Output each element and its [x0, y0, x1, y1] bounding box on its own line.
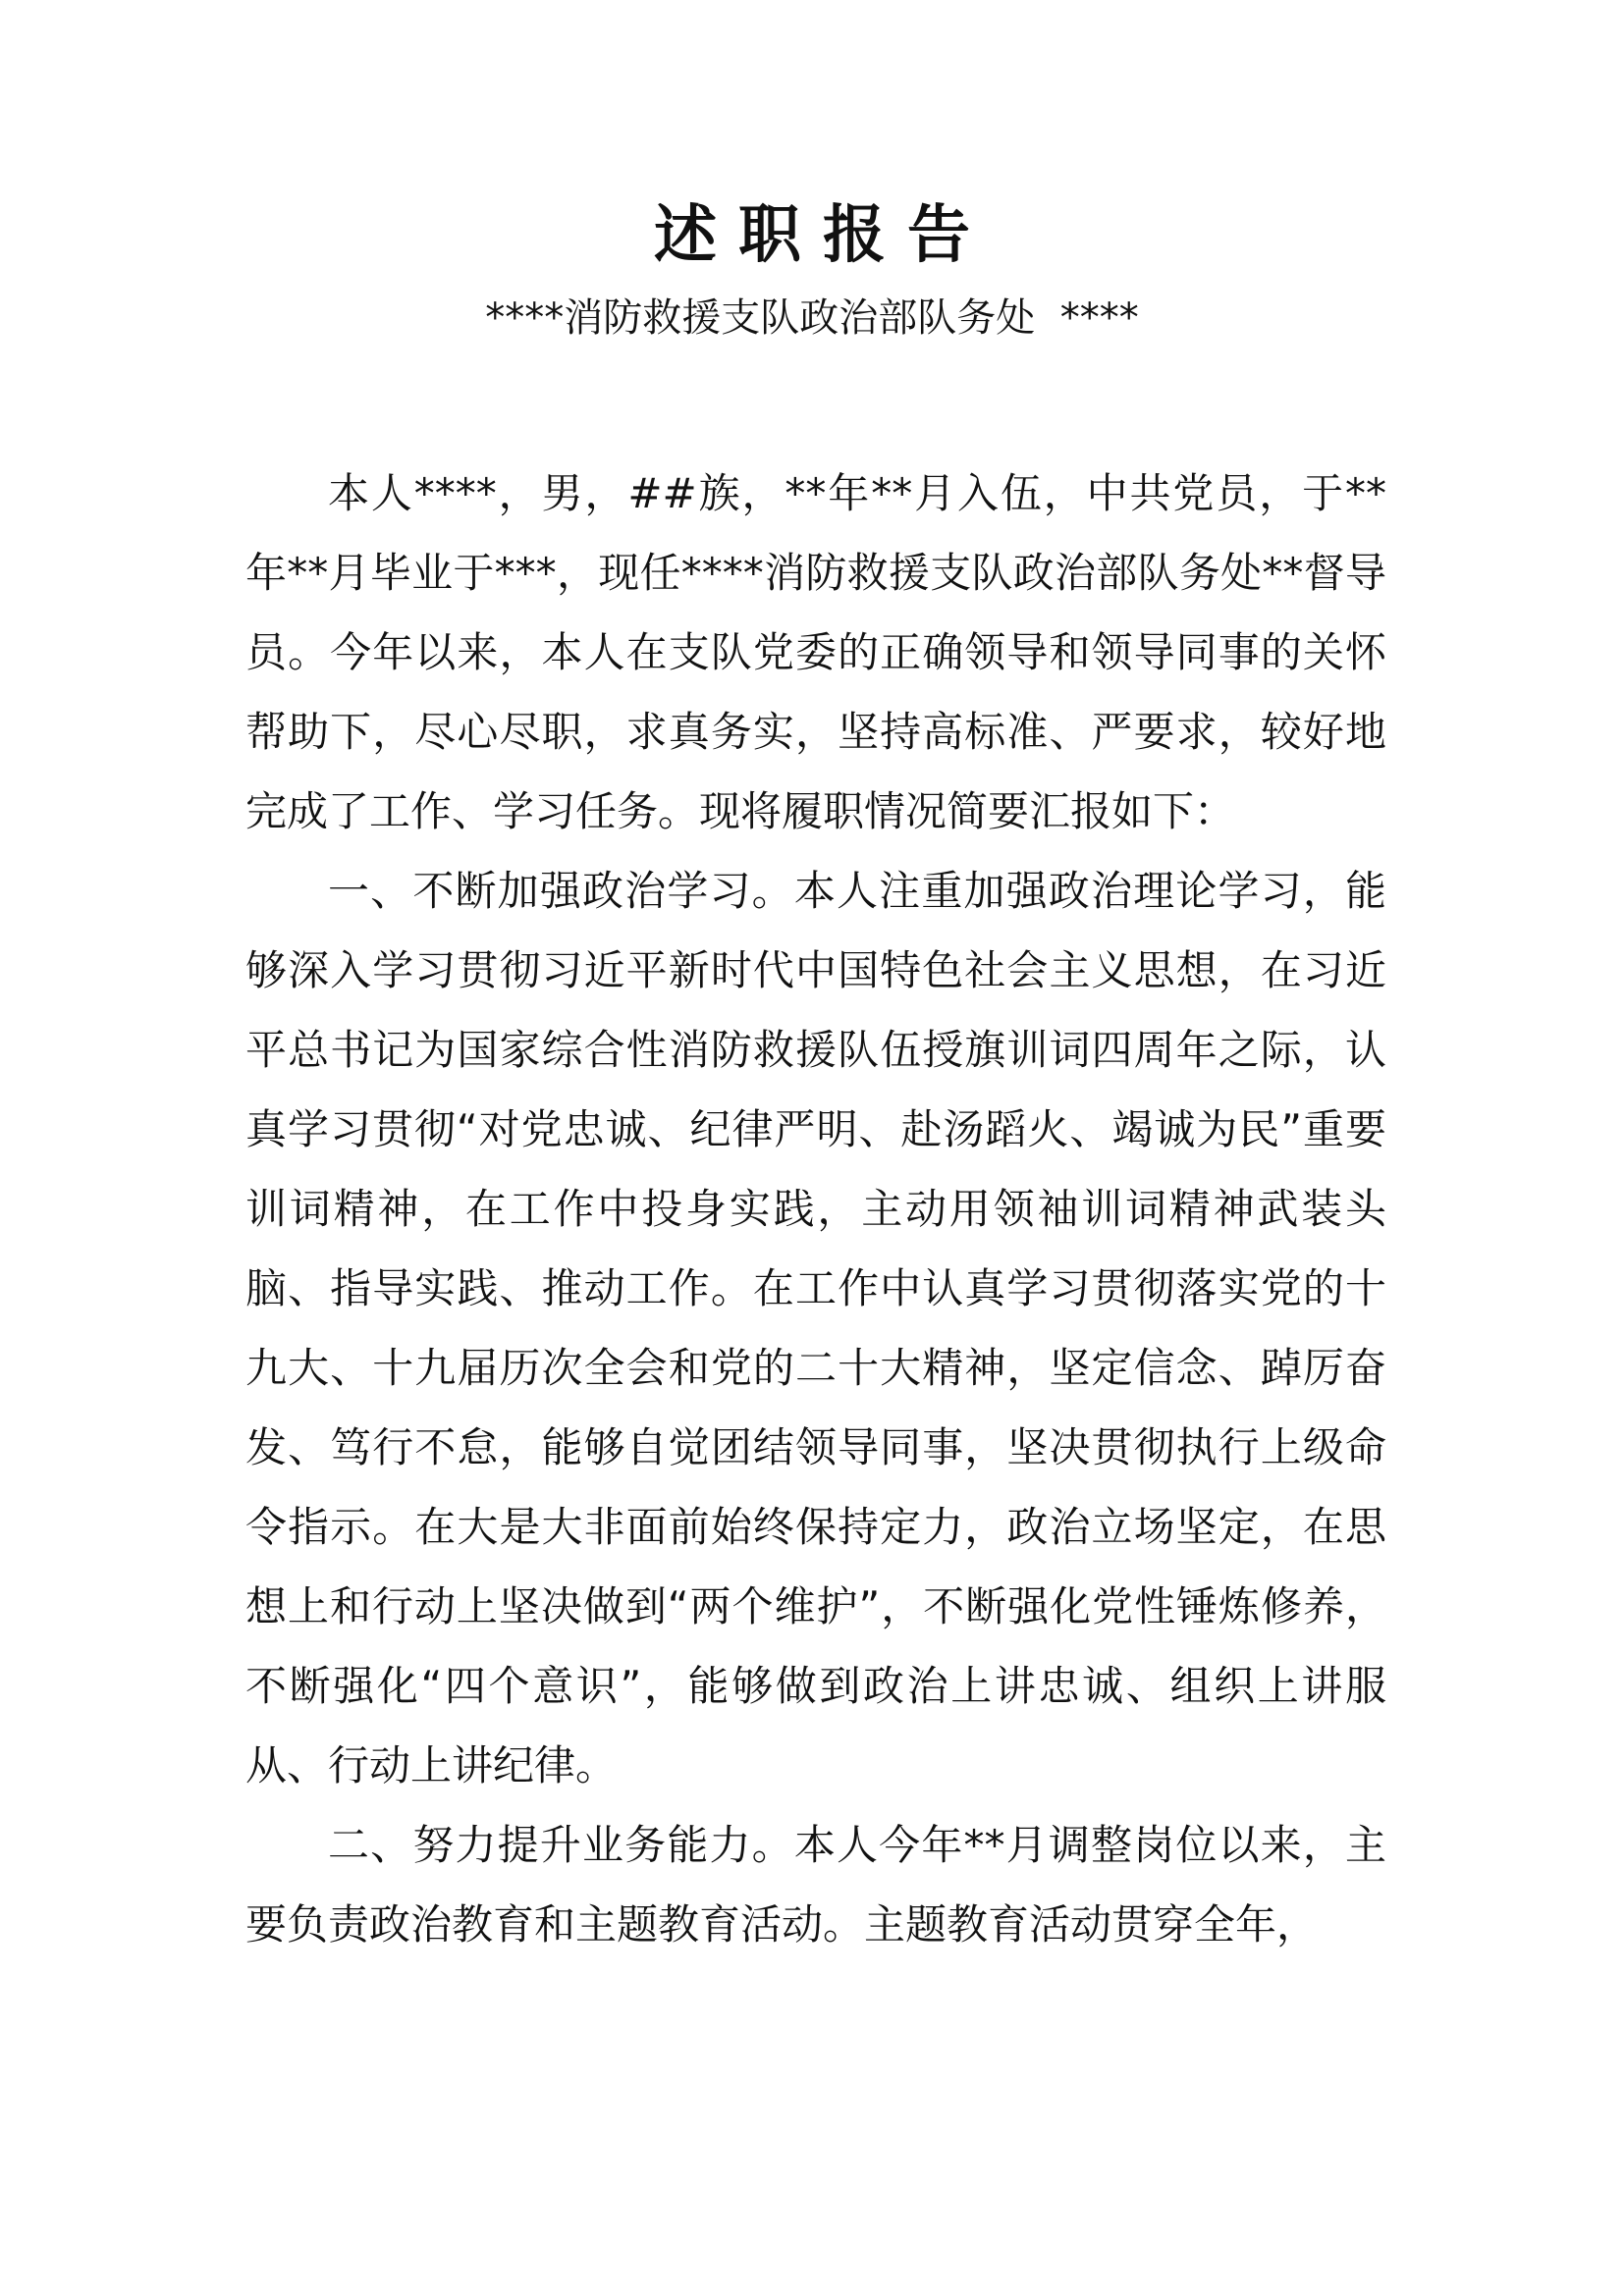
paragraph-intro: 本人****，男，##族，**年**月入伍，中共党员，于**年**月毕业于***，现任****消防救援支队政治部队务处**督导员。今年以来，本人在支队党委的正确领导和领导同事的关怀帮助下，尽心尽职，求真务实，坚持高标准、严要求，较好地完成了工作、学习任务。现将履职情况简要汇报如下：: [245, 469, 1386, 835]
document-subtitle: ****消防救援支队政治部队务处 ****: [485, 295, 1139, 341]
paragraph-business-ability: 二、努力提升业务能力。本人今年**月调整岗位以来，主要负责政治教育和主题教育活动。主题教育活动贯穿全年，: [245, 1821, 1386, 1949]
paragraph-political-study: 一、不断加强政治学习。本人注重加强政治理论学习，能够深入学习贯彻习近平新时代中国特色社会主义思想，在习近平总书记为国家综合性消防救援队伍授旗训词四周年之际，认真学习贯彻“对党忠诚、纪律严明、赴汤蹈火、竭诚为民”重要训词精神，在工作中投身实践，主动用领袖训词精神武装头脑、指导实践、推动工作。在工作中认真学习贯彻落实党的十九大、十九届历次全会和党的二十大精神，坚定信念、踔厉奋发、笃行不怠，能够自觉团结领导同事，坚决贯彻执行上级命令指示。在大是大非面前始终保持定力，政治立场坚定，在思想上和行动上坚决做到“两个维护”，不断强化党性锤炼修养，不断强化“四个意识”，能够做到政治上讲忠诚、组织上讲服从、行动上讲纪律。: [245, 867, 1386, 1789]
document-body: [245, 454, 1386, 1964]
document-title: 述职报告: [654, 199, 992, 272]
